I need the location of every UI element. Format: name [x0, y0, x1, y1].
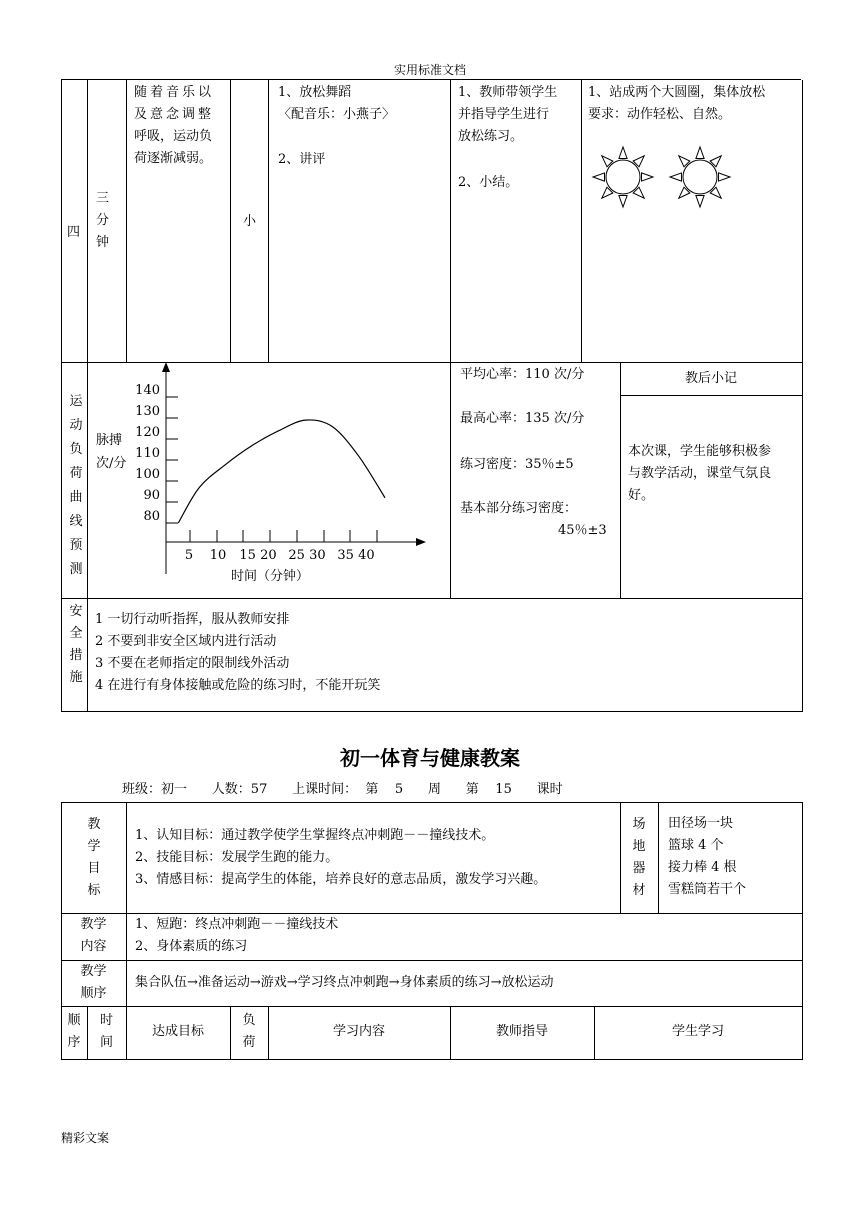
sun-ray	[719, 173, 731, 181]
y-tick-label: 140	[135, 383, 160, 398]
y-tick-label: 80	[143, 509, 160, 524]
sun-ray	[642, 173, 654, 181]
sun-icon	[593, 147, 653, 207]
heart-rate-chart	[88, 362, 448, 598]
header-rule	[61, 79, 801, 80]
sun-ray	[670, 173, 682, 181]
sun-ray	[619, 196, 627, 208]
x-tick-label: 25 30	[288, 548, 326, 563]
sun-icon	[670, 147, 730, 207]
y-tick-label: 130	[135, 404, 160, 419]
y-tick-label: 90	[143, 488, 160, 503]
chart-x-name: 时间（分钟）	[231, 569, 310, 584]
lesson2-title: 初一体育与健康教案	[340, 746, 520, 770]
header-caption: 实用标准文档	[393, 63, 466, 77]
part4-seq: 四	[67, 225, 81, 240]
x-tick-label: 10	[209, 548, 227, 563]
notes-title: 教后小记	[684, 371, 737, 386]
order-text: 集合队伍→准备运动→游戏→学习终点冲刺跑→身体素质的练习→放松运动	[135, 975, 554, 990]
y-tick-label: 110	[135, 446, 160, 461]
part4-load: 小	[243, 214, 257, 229]
y-axis-arrow	[162, 362, 170, 372]
y-tick-label: 120	[135, 425, 160, 440]
footer-caption: 精彩文案	[61, 1131, 110, 1145]
sun-ray	[619, 147, 627, 159]
chart-y-unit: 次/分	[96, 456, 127, 471]
circle-formation-diagram	[588, 144, 738, 210]
chart-y-name: 脉搏	[96, 433, 123, 448]
list-item: 4 在进行有身体接触或危险的练习时，不能开玩笑	[95, 678, 381, 693]
sun-ray	[696, 196, 704, 208]
y-tick-label: 100	[135, 467, 160, 482]
x-tick-label: 35 40	[337, 548, 375, 563]
list-item: 2 不要到非安全区域内进行活动	[95, 634, 277, 649]
x-axis-arrow	[416, 538, 426, 546]
list-item: 1 一切行动听指挥，服从教师安排	[95, 612, 290, 627]
x-tick-label: 15 20	[239, 548, 277, 563]
sun-ray	[593, 173, 605, 181]
sun-ray	[696, 147, 704, 159]
list-item: 3 不要在老师指定的限制线外活动	[95, 656, 290, 671]
lesson2-info: 班级：初一 人数：57 上课时间： 第 5 周 第 15 课时	[122, 782, 563, 797]
heart-rate-line	[178, 420, 385, 523]
x-tick-label: 5	[184, 548, 194, 563]
